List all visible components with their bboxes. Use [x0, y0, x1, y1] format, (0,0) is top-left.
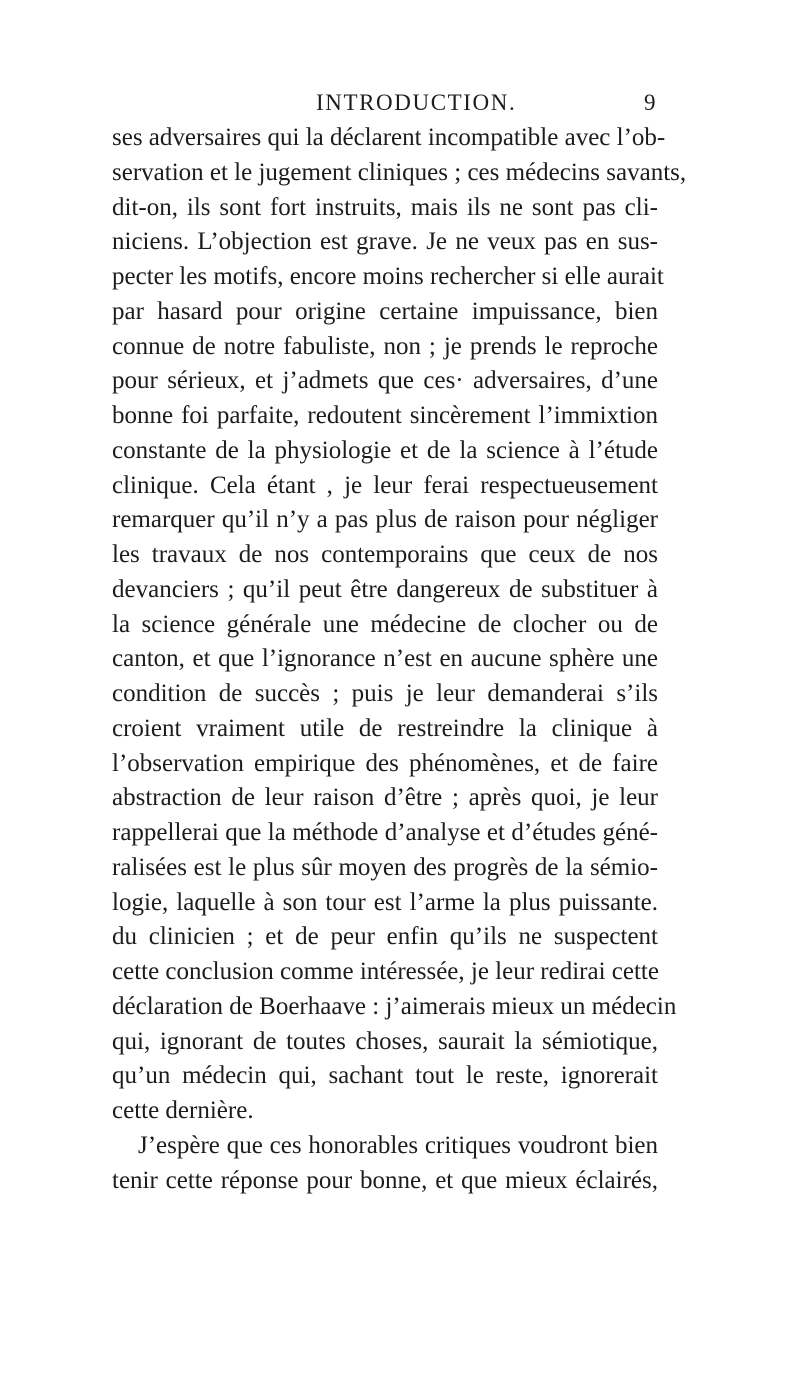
text-line: les travaux de nos contemporains que ceux de nos — [112, 541, 658, 568]
text-line: servation et le jugement cliniques ; ces médecins savants, — [112, 158, 687, 186]
text-line: pour sérieux, et j’admets que ces· adversaires, d’une — [112, 367, 658, 395]
paragraph — [112, 121, 687, 1129]
text-line: tenir cette réponse pour bonne, et que mieux éclairés, — [112, 1166, 658, 1194]
text-line: devanciers ; qu’il peut être dangereux de substituer à — [112, 575, 658, 603]
text-line: cette dernière. — [112, 1097, 254, 1124]
running-title: INTRODUCTION. — [316, 90, 517, 115]
text-line: qui, ignorant de toutes choses, saurait la sémiotique, — [112, 1027, 658, 1055]
text-line: ses adversaires qui la déclarent incompatible avec l’ob- — [112, 124, 666, 151]
text-line: rappellerai que la méthode d’analyse et d’études géné- — [112, 819, 658, 846]
text-line: clinique. Cela étant , je leur ferai respectueusement — [112, 471, 658, 499]
text-line: bonne foi parfaite, redoutent sincèrement l’immixtion — [112, 402, 658, 429]
running-head — [0, 88, 800, 118]
text-line: la science générale une médecine de clocher ou de — [112, 610, 658, 638]
text-line: niciens. L’objection est grave. Je ne veux pas en sus- — [112, 228, 658, 256]
text-line: logie, laquelle à son tour est l’arme la plus puissante. — [112, 888, 658, 916]
text-line: qu’un médecin qui, sachant tout le reste, ignorerait — [112, 1062, 658, 1090]
text-line: condition de succès ; puis je leur demanderai s’ils — [112, 680, 658, 707]
text-line: pecter les motifs, encore moins rechercher si elle aurait — [112, 263, 664, 290]
text-line: par hasard pour origine certaine impuissance, bien — [112, 297, 658, 325]
text-line: cette conclusion comme intéressée, je leur redirai cette — [112, 958, 659, 985]
text-line: constante de la physiologie et de la science à l’étude — [112, 436, 658, 464]
text-line: déclaration de Boerhaave : j’aimerais mieux un médecin — [112, 992, 677, 1020]
page-number: 9 — [644, 90, 656, 115]
text-line: ralisées est le plus sûr moyen des progrès de la sémio- — [112, 853, 658, 881]
text-line: du clinicien ; et de peur enfin qu’ils ne suspectent — [112, 923, 658, 951]
text-line: l’observation empirique des phénomènes, et de faire — [112, 749, 658, 777]
text-line: dit-on, ils sont fort instruits, mais ils ne sont pas cli- — [112, 193, 658, 221]
text-line: J’espère que ces honorables critiques voudront bien — [138, 1131, 658, 1159]
text-line: croient vraiment utile de restreindre la clinique à — [112, 714, 658, 742]
text-line: abstraction de leur raison d’être ; après quoi, je leur — [112, 784, 658, 812]
text-line: connue de notre fabuliste, non ; je prends le reproche — [112, 332, 658, 360]
body-text — [112, 121, 687, 1198]
text-line: remarquer qu’il n’y a pas plus de raison pour négliger — [112, 506, 658, 534]
paragraph — [112, 1129, 658, 1199]
text-line: canton, et que l’ignorance n’est en aucune sphère une — [112, 645, 658, 673]
